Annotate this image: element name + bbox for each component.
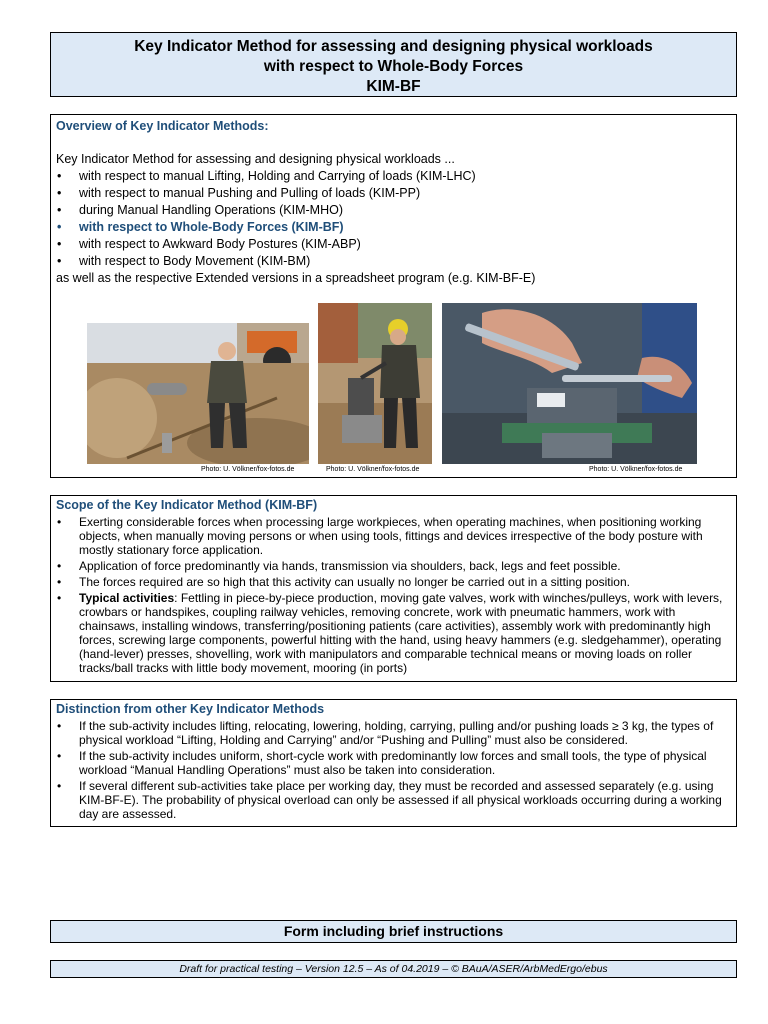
photo-worker-digging: [87, 323, 309, 464]
distinction-section: [50, 699, 737, 827]
photo-wrench-vise: [442, 303, 697, 464]
title-line-3: KIM-BF: [366, 78, 421, 95]
distinction-heading: Distinction from other Key Indicator Methods: [56, 702, 325, 716]
scope-item-typical-activities: • Typical activities: Fettling in piece-by-piece production, moving gate valves, work with winches/pulleys, work with levers, crowbars or handspikes, coupling railway vehicles, removing concrete, work with pneumatic hammers, work with chainsaws, installing windows, transferring/positioning patients (care activities), assembly work with predominantly high forces, screwing large components, powerful hitting with the hand, using heavy hammers (e.g. sledgehammer), operating (hand-lever) presses, shovelling, work with manipulators and comparable technical means or moving loads on roller tracks/ball tracks with little body movement, mooring (in ports): [56, 591, 731, 675]
distinction-item: • If several different sub-activities take place per working day, they must be recorded and assessed separately (e.g. using KIM-BF-E). The probability of physical overload can only be assessed if all physical workloads occurring during a working day are assessed.: [56, 779, 731, 821]
photo-credit-1: Photo: U. Völkner/fox-fotos.de: [201, 466, 295, 473]
photo-credit-3: Photo: U. Völkner/fox-fotos.de: [589, 466, 683, 473]
method-item-lhc: • with respect to manual Lifting, Holding and Carrying of loads (KIM-LHC): [56, 168, 731, 185]
overview-heading: Overview of Key Indicator Methods:: [56, 119, 269, 133]
distinction-item: • If the sub-activity includes uniform, short-cycle work with predominantly low forces and small tools, the type of physical workload “Manual Handling Operations” must also be taken into consideration.: [56, 749, 731, 777]
scope-section: [50, 495, 737, 682]
photo-worker-compactor: [318, 303, 432, 464]
typical-activities-label: Typical activities: [79, 591, 175, 605]
scope-list: [56, 515, 731, 675]
document-title-box: [50, 32, 737, 97]
scope-item: • Application of force predominantly via hands, transmission via shoulders, back, legs and feet possible.: [56, 559, 731, 573]
title-line-2: with respect to Whole-Body Forces: [263, 58, 524, 75]
scope-item: • The forces required are so high that this activity can usually no longer be carried out in a sitting position.: [56, 575, 731, 589]
title-line-1: Key Indicator Method for assessing and designing physical workloads: [134, 38, 653, 55]
distinction-list: [56, 719, 731, 821]
method-list: [56, 168, 731, 270]
overview-outro: as well as the respective Extended versions in a spreadsheet program (e.g. KIM-BF-E): [56, 271, 536, 285]
scope-item: • Exerting considerable forces when processing large workpieces, when operating machines, when positioning working objects, when manually moving persons or when using tools, fittings and devices irrespective of the body posture with mostly stationary force application.: [56, 515, 731, 557]
scope-heading: Scope of the Key Indicator Method (KIM-BF): [56, 498, 318, 512]
method-item-bf: • with respect to Whole-Body Forces (KIM-BF): [56, 219, 731, 236]
footer-note: Draft for practical testing – Version 12.5 – As of 04.2019 – © BAuA/ASER/ArbMedErgo/ebus: [50, 960, 737, 978]
photo-credit-2: Photo: U. Völkner/fox-fotos.de: [326, 466, 420, 473]
method-item-bm: • with respect to Body Movement (KIM-BM): [56, 253, 731, 270]
distinction-item: • If the sub-activity includes lifting, relocating, lowering, holding, carrying, pulling and/or pushing loads ≥ 3 kg, the types of physical workload “Lifting, Holding and Carrying” and/or “Pushing and Pulling” must also be considered.: [56, 719, 731, 747]
form-label-box: Form including brief instructions: [50, 920, 737, 943]
overview-intro: Key Indicator Method for assessing and designing physical workloads ...: [56, 152, 455, 166]
method-item-pp: • with respect to manual Pushing and Pulling of loads (KIM-PP): [56, 185, 731, 202]
method-item-abp: • with respect to Awkward Body Postures (KIM-ABP): [56, 236, 731, 253]
method-item-mho: • during Manual Handling Operations (KIM-MHO): [56, 202, 731, 219]
